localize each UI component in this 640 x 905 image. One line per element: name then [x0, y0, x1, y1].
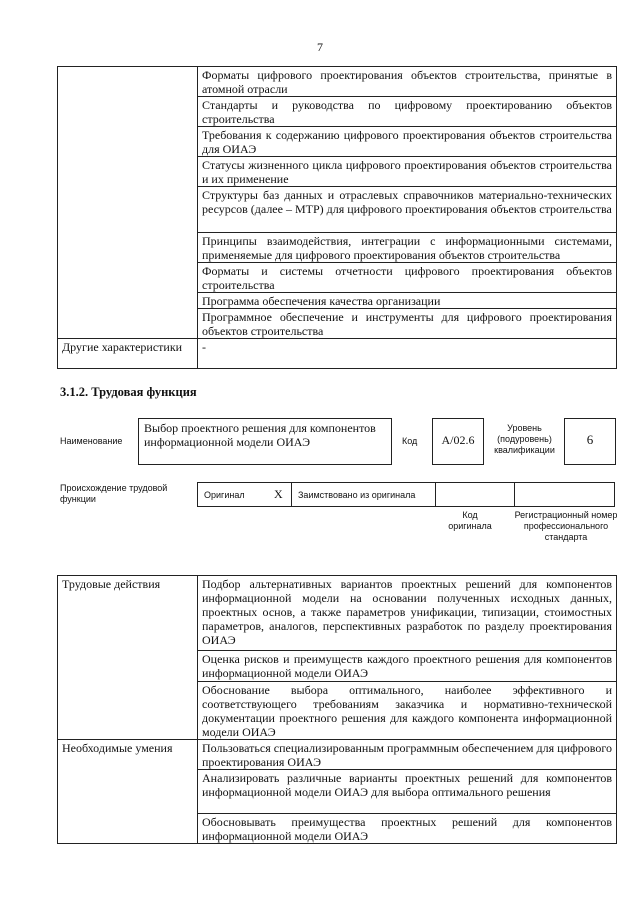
- skill-item: Пользоваться специализированным программным обеспечением для цифрового проектирования ОИАЭ: [198, 740, 617, 770]
- level-box: [564, 418, 616, 465]
- code-box: [432, 418, 484, 465]
- knowledge-item: Форматы и системы отчетности цифрового проектирования объектов строительства: [198, 263, 617, 293]
- skill-item: Анализировать различные варианты проектных решений для компонентов информационной модели ОИАЭ для выбора оптимального решения: [198, 770, 617, 814]
- knowledge-item: Программа обеспечения качества организации: [198, 293, 617, 309]
- borrowed-cell: [291, 482, 436, 507]
- level-label: Уровень (подуровень) квалификации: [494, 423, 555, 455]
- skill-item: Обосновывать преимущества проектных решений для компонентов информационной модели ОИАЭ: [198, 814, 617, 844]
- reg-number-cell: [514, 482, 615, 507]
- table-left-blank: [58, 67, 198, 339]
- labor-table: [57, 575, 617, 844]
- borrowed-label: Заимствовано из оригинала: [298, 490, 416, 500]
- page-number: 7: [317, 40, 323, 54]
- knowledge-item: Структуры баз данных и отраслевых справочников материально-технических ресурсов (далее – МТР) для цифрового проектирования объектов строительства: [198, 187, 617, 233]
- origin-label: Происхождение трудовой функции: [60, 483, 168, 504]
- labor-action-item: Обоснование выбора оптимального, наиболее эффективного и соответствующего требованиям заказчика и нормативно-технической документации проектного решения для каждого компонента информационной модели ОИАЭ: [198, 682, 617, 740]
- original-mark: X: [274, 487, 283, 501]
- labor-actions-label: Трудовые действия: [58, 576, 198, 740]
- original-cell: [197, 482, 292, 507]
- other-characteristics-value: -: [198, 339, 617, 369]
- original-label: Оригинал: [204, 490, 245, 500]
- reg-caption: Регистрационный номер профессионального стандарта: [514, 510, 618, 542]
- skills-label: Необходимые умения: [58, 740, 198, 844]
- origin-row: [197, 482, 615, 507]
- function-name: Выбор проектного решения для компонентов информационной модели ОИАЭ: [144, 421, 376, 449]
- knowledge-item: Стандарты и руководства по цифровому проектированию объектов строительства: [198, 97, 617, 127]
- name-label: Наименование: [60, 436, 123, 446]
- function-name-box: [138, 418, 392, 465]
- code-label: Код: [402, 436, 418, 446]
- knowledge-item: Программное обеспечение и инструменты для цифрового проектирования объектов строительства: [198, 309, 617, 339]
- code-caption: Код оригинала: [448, 510, 492, 531]
- labor-action-item: Подбор альтернативных вариантов проектных решений для компонентов информационной модели на основании полученных исходных данных, проектных основ, а также параметров унификации, типизации, стоимостных параметров, аналогов, перспективных разработок по разделу проектирования ОИАЭ: [198, 576, 617, 651]
- other-characteristics-label: Другие характеристики: [58, 339, 198, 369]
- labor-action-item: Оценка рисков и преимуществ каждого проектного решения для компонентов информационной модели ОИАЭ: [198, 651, 617, 682]
- knowledge-table: [57, 66, 617, 369]
- knowledge-item: Форматы цифрового проектирования объектов строительства, принятые в атомной отрасли: [198, 67, 617, 97]
- knowledge-item: Требования к содержанию цифрового проектирования объектов строительства для ОИАЭ: [198, 127, 617, 157]
- knowledge-item: Принципы взаимодействия, интеграции с информационными системами, применяемые для цифрового проектирования объектов строительства: [198, 233, 617, 263]
- level-value: 6: [586, 432, 594, 447]
- knowledge-item: Статусы жизненного цикла цифрового проектирования объектов строительства и их применение: [198, 157, 617, 187]
- original-code-cell: [435, 482, 515, 507]
- code-value: А/02.6: [441, 433, 475, 447]
- section-title: 3.1.2. Трудовая функция: [60, 385, 197, 399]
